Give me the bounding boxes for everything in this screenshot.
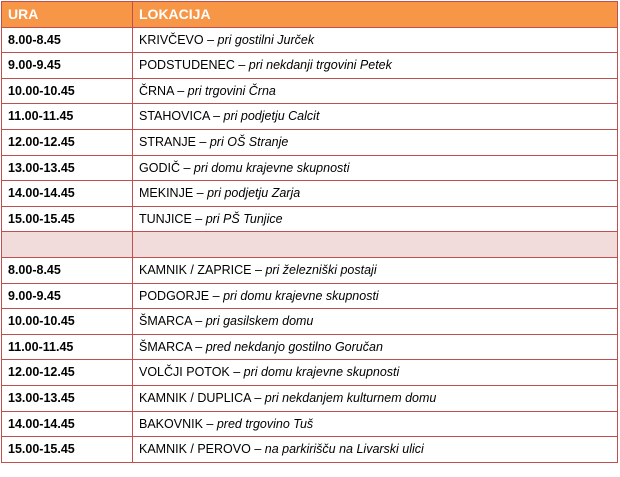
row-time: 14.00-14.45 (2, 411, 133, 437)
location-dash: – (179, 160, 194, 175)
header-row (2, 2, 618, 28)
schedule-table (1, 1, 618, 463)
table-row (2, 129, 618, 155)
row-location (133, 309, 618, 335)
table-row (2, 309, 618, 335)
row-location (133, 129, 618, 155)
row-time: 9.00-9.45 (2, 283, 133, 309)
separator-cell (2, 232, 133, 258)
location-detail: pri nekdanjem kulturnem domu (264, 390, 437, 405)
row-location (133, 360, 618, 386)
separator-row (2, 232, 618, 258)
location-detail: pred nekdanjo gostilno Goručan (205, 339, 383, 354)
location-detail: pri domu krajevne skupnosti (223, 288, 379, 303)
location-dash: – (209, 109, 224, 124)
row-location (133, 104, 618, 130)
table-row (2, 334, 618, 360)
table-row (2, 283, 618, 309)
location-place: VOLČJI POTOK (139, 365, 230, 380)
table-row (2, 257, 618, 283)
location-detail: pri podjetju Zarja (207, 186, 301, 201)
row-time: 10.00-10.45 (2, 309, 133, 335)
row-location (133, 78, 618, 104)
row-time: 13.00-13.45 (2, 155, 133, 181)
table-row (2, 360, 618, 386)
row-location (133, 53, 618, 79)
row-location (133, 27, 618, 53)
location-place: ŠMARCA (139, 314, 192, 329)
location-place: KRIVČEVO (139, 32, 204, 47)
location-detail: pri OŠ Stranje (209, 134, 289, 149)
location-dash: – (203, 32, 218, 47)
table-row (2, 27, 618, 53)
location-place: TUNJICE (139, 211, 192, 226)
row-location (133, 206, 618, 232)
location-dash: – (251, 262, 266, 277)
row-location (133, 437, 618, 463)
row-time: 11.00-11.45 (2, 104, 133, 130)
location-place: GODIČ (139, 160, 180, 175)
row-location (133, 283, 618, 309)
row-time: 10.00-10.45 (2, 78, 133, 104)
row-time: 14.00-14.45 (2, 181, 133, 207)
table-row (2, 155, 618, 181)
row-location (133, 385, 618, 411)
row-time: 8.00-8.45 (2, 257, 133, 283)
row-location (133, 334, 618, 360)
location-dash: – (191, 314, 206, 329)
row-time: 11.00-11.45 (2, 334, 133, 360)
location-place: MEKINJE (139, 186, 194, 201)
table-row (2, 385, 618, 411)
row-location (133, 411, 618, 437)
table-header (2, 2, 618, 28)
row-time: 12.00-12.45 (2, 129, 133, 155)
location-detail: pri podjetju Calcit (223, 109, 320, 124)
row-time: 12.00-12.45 (2, 360, 133, 386)
location-dash: – (191, 211, 206, 226)
location-place: KAMNIK / DUPLICA (139, 390, 251, 405)
location-detail: pri gasilskem domu (205, 314, 314, 329)
location-dash: – (250, 442, 265, 457)
location-place: STAHOVICA (139, 109, 210, 124)
table-body (2, 27, 618, 462)
header-time: URA (2, 2, 133, 28)
row-location (133, 181, 618, 207)
location-dash: – (209, 288, 224, 303)
location-detail: pri nekdanji trgovini Petek (248, 58, 392, 73)
location-detail: pred trgovino Tuš (216, 416, 314, 431)
location-dash: – (250, 390, 265, 405)
location-dash: – (234, 58, 249, 73)
table-row (2, 53, 618, 79)
location-detail: pri PŠ Tunjice (205, 211, 283, 226)
row-time: 15.00-15.45 (2, 437, 133, 463)
separator-cell (133, 232, 618, 258)
location-place: PODSTUDENEC (139, 58, 235, 73)
location-place: KAMNIK / PEROVO (139, 442, 251, 457)
location-detail: na parkirišču na Livarski ulici (264, 442, 424, 457)
row-location (133, 257, 618, 283)
location-place: STRANJE (139, 134, 196, 149)
location-place: BAKOVNIK (139, 416, 203, 431)
location-dash: – (173, 83, 188, 98)
location-detail: pri železniški postaji (265, 262, 377, 277)
row-location (133, 155, 618, 181)
location-place: ČRNA (139, 83, 174, 98)
location-dash: – (193, 186, 208, 201)
location-detail: pri trgovini Črna (187, 83, 276, 98)
location-dash: – (195, 134, 210, 149)
location-detail: pri gostilni Jurček (217, 32, 315, 47)
table-row (2, 411, 618, 437)
table-row (2, 437, 618, 463)
row-time: 9.00-9.45 (2, 53, 133, 79)
row-time: 15.00-15.45 (2, 206, 133, 232)
location-dash: – (191, 339, 206, 354)
location-detail: pri domu krajevne skupnosti (243, 365, 400, 380)
table-row (2, 78, 618, 104)
location-dash: – (229, 365, 244, 380)
location-place: PODGORJE (139, 288, 210, 303)
location-dash: – (202, 416, 217, 431)
location-place: ŠMARCA (139, 339, 192, 354)
table-row (2, 206, 618, 232)
location-place: KAMNIK / ZAPRICE (139, 262, 252, 277)
header-location: LOKACIJA (133, 2, 618, 28)
row-time: 13.00-13.45 (2, 385, 133, 411)
table-row (2, 181, 618, 207)
row-time: 8.00-8.45 (2, 27, 133, 53)
location-detail: pri domu krajevne skupnosti (193, 160, 350, 175)
table-row (2, 104, 618, 130)
